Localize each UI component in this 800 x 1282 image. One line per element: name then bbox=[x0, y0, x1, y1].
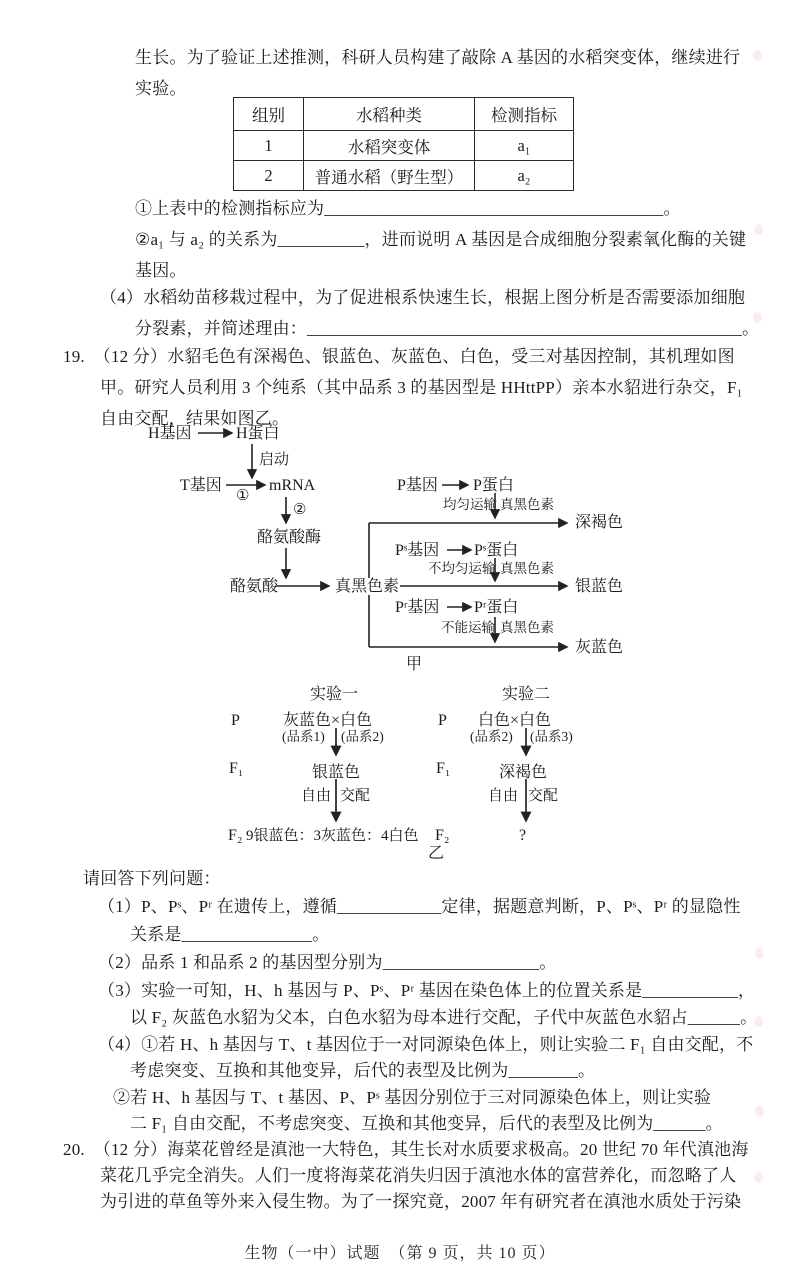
eumelanin-label: 真黑色素 bbox=[335, 578, 400, 595]
p-protein-label: P蛋白 bbox=[473, 477, 514, 494]
exp1-strain-right: (品系2) bbox=[341, 729, 384, 744]
scan-artifact bbox=[755, 1106, 764, 1117]
exp1-f2-ratio: 9银蓝色：3灰蓝色：4白色 bbox=[246, 828, 419, 844]
exp1-free-mating-right: 交配 bbox=[340, 788, 371, 804]
cell-type-2: 普通水稻（野生型） bbox=[304, 161, 475, 191]
exp2-strain-right: (品系3) bbox=[530, 729, 573, 744]
scan-artifact bbox=[753, 50, 762, 61]
dark-brown-label: 深褐色 bbox=[575, 514, 624, 531]
step1-circled-number: ① bbox=[236, 488, 250, 504]
scan-artifact bbox=[755, 948, 764, 959]
diagram-jia-caption: 甲 bbox=[406, 656, 423, 673]
exp2-parent-cross: 白色×白色 bbox=[478, 712, 552, 729]
diagram-yi-caption: 乙 bbox=[428, 845, 445, 862]
q18-rice-table bbox=[233, 97, 574, 191]
scan-artifact bbox=[754, 1172, 763, 1183]
table-row bbox=[234, 161, 574, 191]
col-header-group: 组别 bbox=[234, 98, 304, 131]
exp2-free-mating-right: 交配 bbox=[528, 788, 559, 804]
cell-group-2: 2 bbox=[234, 161, 304, 191]
eumelanin-small-label-3: 真黑色素 bbox=[500, 620, 554, 635]
q18-cont-line-1: 生长。为了验证上述推测，科研人员构建了敲除 A 基因的水稻突变体，继续进行 bbox=[135, 48, 741, 67]
page-footer: 生物（一中）试题 （第 9 页，共 10 页） bbox=[244, 1245, 556, 1262]
exp2-f2-label: F₂ bbox=[435, 827, 450, 844]
q19-stem-line-2: 甲。研究人员利用 3 个纯系（其中品系 3 的基因型是 HHttPP）亲本水貂进行杂交，F₁ bbox=[100, 378, 743, 397]
cell-indicator-1: a₁ bbox=[475, 131, 574, 161]
exp2-p-label: P bbox=[438, 712, 447, 729]
cell-indicator-2: a₂ bbox=[475, 161, 574, 191]
q19-q1-line-2: 关系是_______________。 bbox=[130, 925, 330, 944]
q19-q2-line: （2）品系 1 和品系 2 的基因型分别为__________________。 bbox=[98, 953, 557, 972]
exp1-free-mating-left: 自由 bbox=[301, 788, 332, 804]
even-transport-label: 均匀运输 bbox=[443, 497, 497, 512]
q18-part4-line-2: 分裂素，并简述理由：__________________________________________________。 bbox=[135, 319, 760, 338]
exp2-f2-result: ? bbox=[519, 827, 527, 844]
t-gene-label: T基因 bbox=[180, 477, 222, 494]
q20-line-3: 为引进的草鱼等外来入侵生物。为了一探究竟，2007 年有研究者在滇池水质处于污染 bbox=[100, 1192, 742, 1211]
q18-sub2-line-2: 基因。 bbox=[135, 261, 187, 280]
col-header-rice-type: 水稻种类 bbox=[304, 98, 475, 131]
activate-label: 启动 bbox=[259, 452, 290, 468]
cell-group-1: 1 bbox=[234, 131, 304, 161]
q20-line-1: 20. （12 分）海菜花曾经是滇池一大特色，其生长对水质要求极高。20 世纪 70 年代滇池海 bbox=[63, 1140, 749, 1159]
exp1-parent-cross: 灰蓝色×白色 bbox=[283, 712, 373, 729]
silver-blue-label: 银蓝色 bbox=[575, 578, 624, 595]
pr-protein-label: Pʳ蛋白 bbox=[474, 599, 519, 616]
q19-q3-line-2: 以 F₂ 灰蓝色水貂为父本，白色水貂为母本进行交配，子代中灰蓝色水貂占______。 bbox=[130, 1008, 758, 1027]
exp1-strain-left: (品系1) bbox=[282, 729, 325, 744]
cell-type-1: 水稻突变体 bbox=[304, 131, 475, 161]
step2-circled-number: ② bbox=[293, 502, 307, 518]
p-gene-label: P基因 bbox=[397, 477, 438, 494]
table-row bbox=[234, 131, 574, 161]
table-header-row bbox=[234, 98, 574, 131]
q19-q4-line-3: ②若 H、h 基因与 T、t 基因、P、Pˢ 基因分别位于三对同源染色体上，则让实验 bbox=[113, 1088, 712, 1107]
exp1-p-label: P bbox=[231, 712, 240, 729]
q18-sub2-line-1: ②a₁ 与 a₂ 的关系为__________，进而说明 A 基因是合成细胞分裂素氧化酶的关键 bbox=[135, 230, 747, 249]
h-gene-label: H基因 bbox=[148, 425, 192, 442]
q19-q4-line-4: 二 F₁ 自由交配，不考虑突变、互换和其他变异，后代的表型及比例为______。 bbox=[130, 1114, 723, 1133]
col-header-indicator: 检测指标 bbox=[475, 98, 574, 131]
h-protein-label: H蛋白 bbox=[236, 425, 280, 442]
scan-artifact bbox=[754, 224, 763, 235]
ps-gene-label: Pˢ基因 bbox=[395, 542, 440, 559]
q18-cont-line-2: 实验。 bbox=[135, 79, 187, 98]
exp2-strain-left: (品系2) bbox=[470, 729, 513, 744]
mrna-label: mRNA bbox=[269, 477, 316, 494]
q19-q3-line-1: （3）实验一可知，H、h 基因与 P、Pˢ、Pʳ 基因在染色体上的位置关系是___________， bbox=[98, 981, 756, 1000]
exp2-f1-result: 深褐色 bbox=[499, 764, 548, 781]
eumelanin-small-label-1: 真黑色素 bbox=[500, 497, 554, 512]
exp1-f1-label: F₁ bbox=[229, 760, 244, 777]
q19-stem-line-1: 19. （12 分）水貂毛色有深褐色、银蓝色、灰蓝色、白色，受三对基因控制，其机理如图 bbox=[63, 347, 735, 366]
exp2-title: 实验二 bbox=[502, 686, 551, 703]
uneven-transport-label: 不均匀运输 bbox=[428, 561, 496, 576]
q19-q1-line-1: （1）P、Pˢ、Pʳ 在遗传上，遵循____________定律，据题意判断，P、Pˢ、Pʳ 的显隐性 bbox=[98, 897, 741, 916]
q19-stem-line-3: 自由交配，结果如图乙。 bbox=[100, 409, 290, 428]
exp2-free-mating-left: 自由 bbox=[488, 788, 519, 804]
exp1-f1-result: 银蓝色 bbox=[312, 764, 361, 781]
exp2-f1-label: F₁ bbox=[436, 760, 451, 777]
q19-q4-line-2: 考虑突变、互换和其他变异，后代的表型及比例为________。 bbox=[130, 1061, 596, 1080]
tyrosine-label: 酪氨酸 bbox=[230, 578, 279, 595]
q18-part4-line-1: （4）水稻幼苗移栽过程中，为了促进根系快速生长，根据上图分析是否需要添加细胞 bbox=[100, 288, 746, 307]
diagram-yi bbox=[222, 683, 582, 868]
ps-protein-label: Pˢ蛋白 bbox=[474, 542, 519, 559]
q20-line-2: 菜花几乎完全消失。人们一度将海菜花消失归因于滇池水体的富营养化，而忽略了人 bbox=[100, 1166, 737, 1185]
q19-prompt: 请回答下列问题： bbox=[83, 869, 221, 888]
scan-artifact bbox=[754, 1016, 763, 1027]
gray-blue-label: 灰蓝色 bbox=[575, 639, 624, 656]
q18-sub1-line: ①上表中的检测指标应为_______________________________________。 bbox=[135, 199, 681, 218]
q19-q4-line-1: （4）①若 H、h 基因与 T、t 基因位于一对同源染色体上，则让实验二 F₁ 自由交配，不 bbox=[98, 1035, 754, 1054]
pr-gene-label: Pʳ基因 bbox=[395, 599, 440, 616]
diagram-jia bbox=[140, 421, 670, 676]
exp1-f2-label: F₂ bbox=[228, 827, 243, 844]
tyrosinase-label: 酪氨酸酶 bbox=[257, 529, 322, 546]
exp1-title: 实验一 bbox=[310, 686, 359, 703]
no-transport-label: 不能运输 bbox=[441, 620, 495, 635]
eumelanin-small-label-2: 真黑色素 bbox=[500, 561, 554, 576]
scan-artifact bbox=[753, 312, 762, 323]
